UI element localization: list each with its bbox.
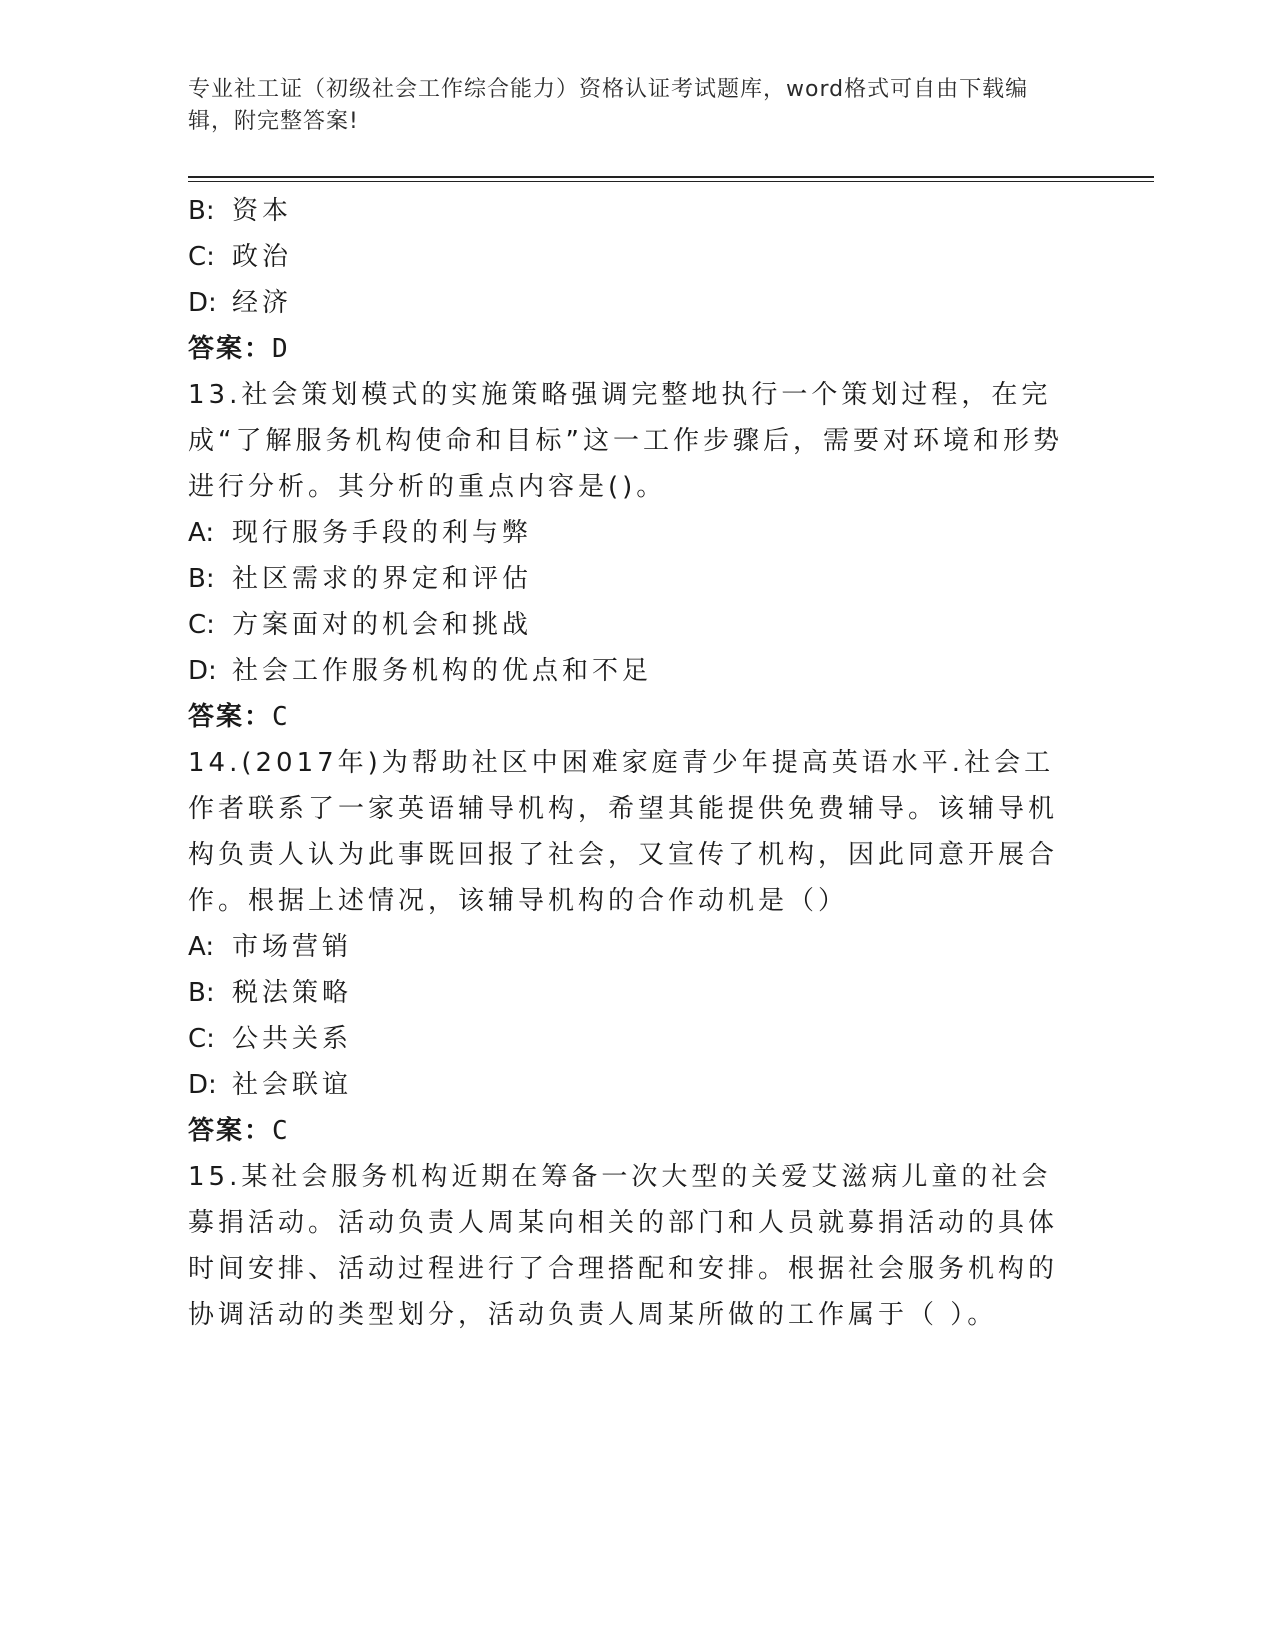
answer-label: 答案： — [188, 1116, 273, 1146]
option-letter: A: — [188, 932, 215, 962]
answer-line — [188, 1108, 1068, 1154]
option-letter: C: — [188, 1024, 215, 1054]
question-stem: 14.(2017年)为帮助社区中困难家庭青少年提高英语水平.社会工作者联系了一家英语辅导机构，希望其能提供免费辅导。该辅导机构负责人认为此事既回报了社会，又宣传了机构，因此同意开展合作。根据上述情况，该辅导机构的合作动机是（） — [188, 748, 1059, 916]
option-letter: D: — [188, 656, 217, 686]
option-letter: A: — [188, 518, 215, 548]
option-d — [188, 280, 1068, 326]
answer-value: C — [272, 702, 290, 732]
option-letter: D: — [188, 1070, 217, 1100]
option-text: 市场营销 — [232, 932, 353, 962]
option-b — [188, 188, 1068, 234]
option-letter: C: — [188, 242, 215, 272]
option-letter: B: — [188, 196, 215, 226]
answer-line — [188, 326, 1068, 372]
option-text: 税法策略 — [232, 978, 353, 1008]
question-13 — [188, 372, 1068, 740]
option-d — [188, 648, 1068, 694]
option-c — [188, 234, 1068, 280]
document-header: 专业社工证（初级社会工作综合能力）资格认证考试题库，word格式可自由下载编辑，附完整答案! — [188, 77, 1029, 134]
option-d — [188, 1062, 1068, 1108]
question-14 — [188, 740, 1068, 1154]
option-b — [188, 556, 1068, 602]
option-c — [188, 602, 1068, 648]
option-text: 现行服务手段的利与弊 — [232, 518, 533, 548]
option-text: 社会工作服务机构的优点和不足 — [232, 656, 653, 686]
option-b — [188, 970, 1068, 1016]
answer-value: C — [272, 1116, 290, 1146]
option-text: 政治 — [232, 242, 293, 272]
question-stem: 13.社会策划模式的实施策略强调完整地执行一个策划过程，在完成“了解服务机构使命和目标”这一工作步骤后，需要对环境和形势进行分析。其分析的重点内容是()。 — [188, 380, 1063, 502]
answer-line — [188, 694, 1068, 740]
question-stem: 15.某社会服务机构近期在筹备一次大型的关爱艾滋病儿童的社会募捐活动。活动负责人周某向相关的部门和人员就募捐活动的具体时间安排、活动过程进行了合理搭配和安排。根据社会服务机构的协调活动的类型划分，活动负责人周某所做的工作属于（ ）。 — [188, 1162, 1059, 1330]
document-body — [188, 188, 1068, 1338]
header-rule-thick — [188, 176, 1154, 178]
option-letter: C: — [188, 610, 215, 640]
option-a — [188, 510, 1068, 556]
answer-label: 答案： — [188, 702, 273, 732]
option-c — [188, 1016, 1068, 1062]
option-text: 资本 — [232, 196, 293, 226]
question-15 — [188, 1154, 1068, 1338]
option-text: 社会联谊 — [232, 1070, 353, 1100]
option-letter: B: — [188, 978, 215, 1008]
option-a — [188, 924, 1068, 970]
option-text: 经济 — [232, 288, 293, 318]
header-rule-thin — [188, 181, 1154, 182]
question-12-fragment — [188, 188, 1068, 372]
option-text: 方案面对的机会和挑战 — [232, 610, 533, 640]
option-text: 社区需求的界定和评估 — [232, 564, 533, 594]
option-letter: B: — [188, 564, 215, 594]
answer-label: 答案： — [188, 334, 273, 364]
answer-value: D — [272, 334, 290, 364]
option-text: 公共关系 — [232, 1024, 353, 1054]
option-letter: D: — [188, 288, 217, 318]
